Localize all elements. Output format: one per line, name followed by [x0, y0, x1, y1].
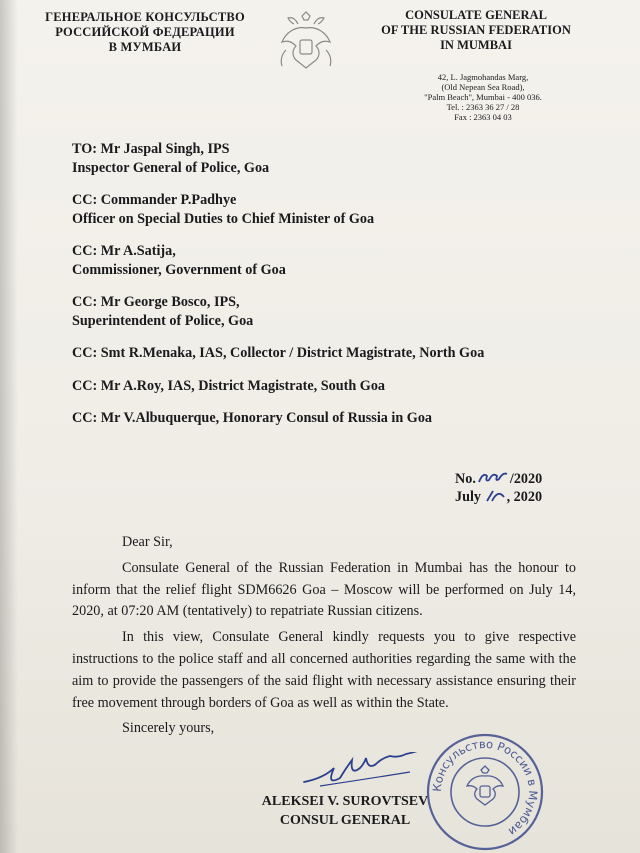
official-seal-stamp	[424, 732, 546, 852]
letterhead-en-line: OF THE RUSSIAN FEDERATION	[381, 23, 571, 37]
letterhead-english	[370, 8, 582, 53]
stamp-ring-text: Консульство России в Мумбаи	[429, 736, 541, 839]
letterhead-russian	[38, 10, 252, 55]
recipient-line: CC: Commander P.Padhye	[72, 192, 237, 208]
letterhead-en-line: IN MUMBAI	[440, 38, 512, 52]
page-shadow	[0, 0, 18, 853]
body-paragraph: Consulate General of the Russian Federation in Mumbai has the honour to inform that the relief flight SDM6626 Goa – Moscow will be performed on July 14, 2020, at 07:20 AM (tentatively) to repatriate Russian citizens.	[72, 559, 576, 620]
recipient-line: Commissioner, Government of Goa	[72, 261, 286, 278]
recipient-line: CC: Smt R.Menaka, IAS, Collector / District Magistrate, North Goa	[72, 345, 485, 361]
letterhead-en-line: CONSULATE GENERAL	[405, 8, 547, 22]
handwritten-day-icon	[485, 489, 507, 503]
address-line: "Palm Beach", Mumbai - 400 036.	[424, 92, 542, 102]
recipient-line: Officer on Special Duties to Chief Minister of Goa	[72, 210, 375, 227]
reference-date-suffix: , 2020	[506, 489, 543, 505]
address-line: (Old Nepean Sea Road),	[441, 82, 525, 92]
reference-number-suffix: /2020	[509, 471, 543, 487]
address-line: 42, L. Jagmohandas Marg,	[437, 72, 529, 82]
recipient-line: CC: Mr A.Roy, IAS, District Magistrate, South Goa	[72, 377, 386, 394]
recipient-block	[72, 140, 612, 177]
recipient-line: CC: Mr A.Satija,	[72, 243, 176, 259]
recipient-block	[72, 409, 612, 428]
signature-icon	[300, 752, 430, 792]
recipient-line: CC: Mr V.Albuquerque, Honorary Consul of Russia in Goa	[72, 410, 433, 426]
body-paragraph: In this view, Consulate General kindly requests you to give respective instructions to the police staff and all concerned authorities regarding the same with the aim to provide the passengers of the said flight with necessary assistance ensuring their free movement through borders of Goa as well as within the State.	[72, 629, 576, 711]
reference-number	[455, 470, 595, 488]
recipient-list	[72, 140, 612, 442]
recipient-block	[72, 242, 612, 279]
salutation: Dear Sir,	[122, 534, 173, 550]
double-headed-eagle-icon	[276, 10, 336, 74]
recipient-line: Superintendent of Police, Goa	[72, 312, 254, 329]
reference-number-prefix: No.	[455, 471, 476, 487]
letterhead-ru-line: РОССИЙСКОЙ ФЕДЕРАЦИИ	[55, 25, 235, 39]
consulate-address	[408, 72, 558, 122]
handwritten-number-icon	[476, 471, 510, 485]
recipient-line: CC: Mr George Bosco, IPS,	[72, 294, 240, 310]
recipient-block	[72, 344, 612, 363]
recipient-block	[72, 377, 612, 396]
reference-date-prefix: July	[455, 489, 482, 505]
signatory-name: ALEKSEI V. SUROVTSEV	[261, 794, 429, 809]
signatory-title: CONSUL GENERAL	[279, 813, 411, 828]
address-line: Tel. : 2363 36 27 / 28	[446, 102, 520, 112]
recipient-block	[72, 293, 612, 330]
recipient-block	[72, 191, 612, 228]
recipient-line: TO: Mr Jaspal Singh, IPS	[72, 141, 230, 157]
signatory	[250, 792, 440, 830]
reference-date	[455, 488, 595, 506]
letter-body	[72, 532, 576, 740]
stamp-eagle-icon	[467, 766, 503, 805]
address-line: Fax : 2363 04 03	[454, 112, 512, 122]
letterhead-ru-line: В МУМБАИ	[108, 40, 182, 54]
letterhead-ru-line: ГЕНЕРАЛЬНОЕ КОНСУЛЬСТВО	[45, 10, 245, 24]
recipient-line: Inspector General of Police, Goa	[72, 159, 270, 176]
reference-block	[455, 470, 595, 506]
closing: Sincerely yours,	[122, 720, 215, 737]
